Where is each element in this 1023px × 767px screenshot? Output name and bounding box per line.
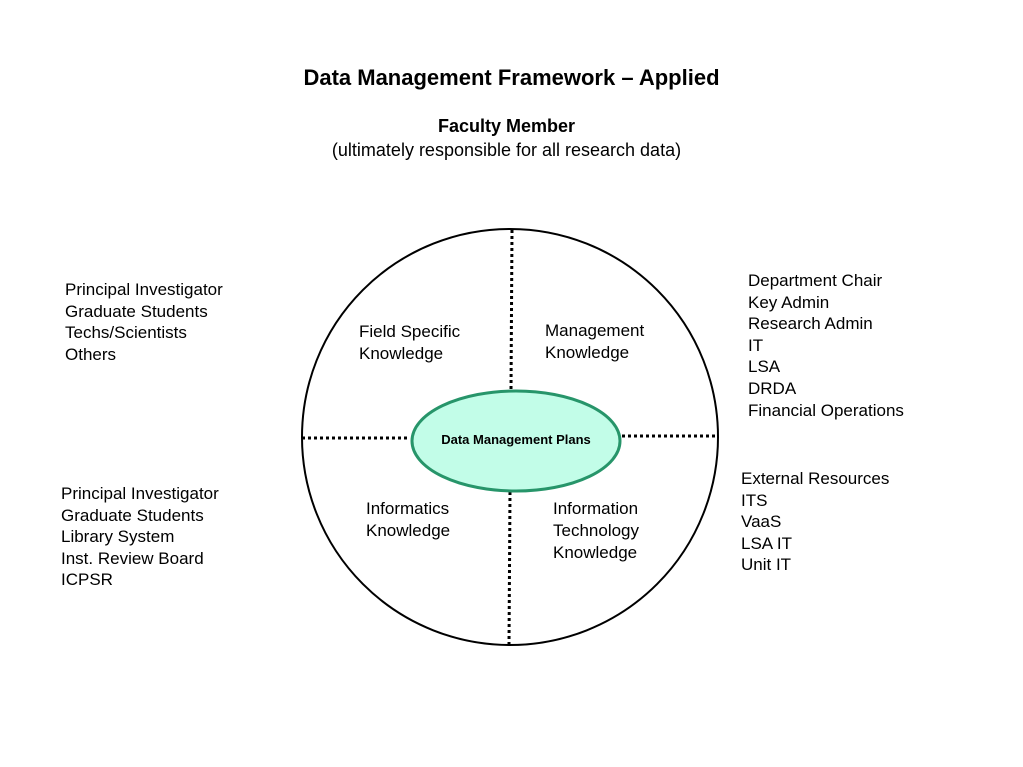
list-item: ICPSR xyxy=(61,570,113,590)
list-item: External Resources xyxy=(741,469,890,488)
list-item: LSA xyxy=(748,357,781,377)
quadrant-top-left-line: Field Specific xyxy=(359,322,461,341)
quadrant-bottom-right-line: Technology xyxy=(553,521,640,540)
list-item: IT xyxy=(748,335,764,355)
divider-bottom xyxy=(509,492,510,645)
list-item: Department Chair xyxy=(748,271,883,290)
list-bottom-left xyxy=(61,483,219,591)
list-item: Principal Investigator xyxy=(65,280,223,299)
list-item: Principal Investigator xyxy=(61,484,219,503)
list-item: LSA IT xyxy=(741,533,793,553)
list-item: Others xyxy=(65,344,117,364)
quadrant-bottom-left-line: Informatics xyxy=(366,499,450,518)
quadrant-bottom-left-line: Knowledge xyxy=(366,521,451,540)
list-item: Graduate Students xyxy=(65,301,208,321)
list-item: VaaS xyxy=(741,512,782,532)
list-item: Research Admin xyxy=(748,314,873,334)
list-item: Financial Operations xyxy=(748,400,904,420)
page-title: Data Management Framework – Applied xyxy=(303,65,720,90)
quadrant-bottom-right-line: Knowledge xyxy=(553,543,638,562)
divider-top xyxy=(511,230,512,390)
list-item: Inst. Review Board xyxy=(61,548,204,568)
quadrant-top-right xyxy=(545,320,644,364)
list-item: Library System xyxy=(61,527,175,547)
center-label: Data Management Plans xyxy=(441,432,591,447)
quadrant-bottom-left xyxy=(366,498,450,542)
subtitle-sub: (ultimately responsible for all research data) xyxy=(331,140,682,160)
quadrant-top-left-line: Knowledge xyxy=(359,344,444,363)
quadrant-bottom-right xyxy=(553,498,639,564)
list-top-left xyxy=(65,279,223,365)
list-bottom-right xyxy=(741,468,889,576)
list-item: DRDA xyxy=(748,378,797,398)
quadrant-top-right-line: Management xyxy=(545,321,645,340)
subtitle-main: Faculty Member xyxy=(437,116,576,136)
list-item: Graduate Students xyxy=(61,505,204,525)
list-item: Techs/Scientists xyxy=(65,323,187,343)
list-item: ITS xyxy=(741,490,768,510)
quadrant-top-right-line: Knowledge xyxy=(545,343,630,362)
list-top-right xyxy=(748,270,904,421)
quadrant-bottom-right-line: Information xyxy=(553,499,639,518)
list-item: Unit IT xyxy=(741,555,792,575)
quadrant-top-left xyxy=(359,321,460,365)
list-item: Key Admin xyxy=(748,292,830,312)
